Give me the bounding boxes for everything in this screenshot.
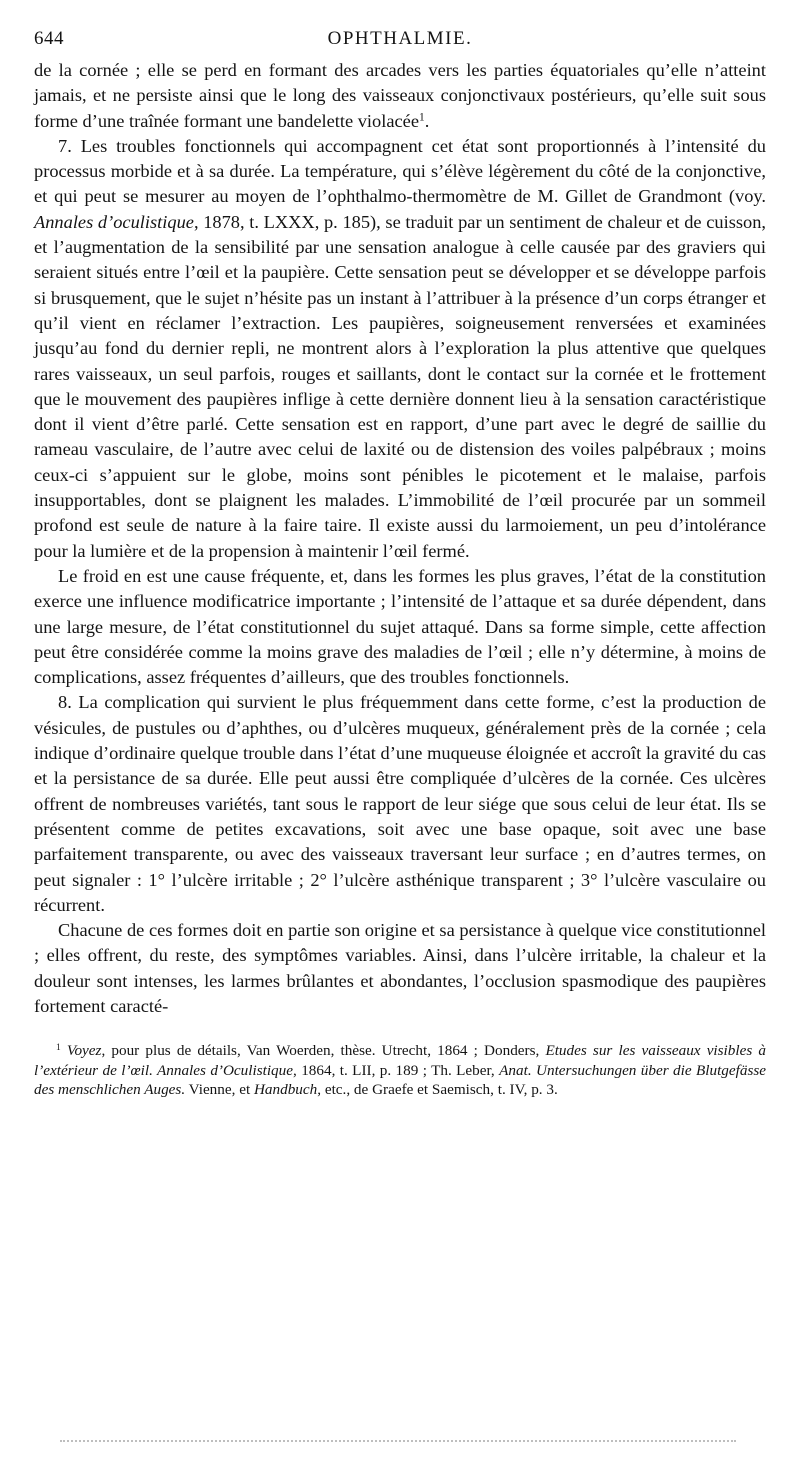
page-number: 644 [34, 28, 64, 49]
footnote-marker: 1 [419, 111, 425, 124]
paragraph [34, 564, 766, 690]
text-run: Le froid en est une cause fréquente, et, dans les formes les plus graves, l’état de la constitution exerce une influence modificatrice importante ; l’intensité de l’attaque et sa durée dépendent, dans une large mesure, de l’état constitutionnel du sujet attaqué. Dans sa forme simple, cette affection peut être considérée comme la moins grave des maladies de l’œil ; elle n’y détermine, à moins de complications, assez fréquentes d’ailleurs, que des troubles fonctionnels. [34, 565, 766, 688]
page [34, 28, 766, 1100]
footnote-marker: 1 [56, 1043, 61, 1054]
bottom-dotted-rule [60, 1440, 736, 1442]
paragraph [34, 918, 766, 1019]
text-run: de la cornée ; elle se perd en formant des arcades vers les parties équatoriales qu’elle n’atteint jamais, et ne persiste ainsi que le long des vaisseaux conjonctivaux postérieurs, qu’elle suit sous forme d’une traînée formant une bandelette violacée [34, 60, 766, 131]
footnotes [34, 1041, 766, 1100]
italic-text: Anat. Untersuchungen über die Blutgefässe des menschlichen Auges. [34, 1061, 767, 1099]
text-run: Vienne, et [185, 1081, 254, 1099]
body-text [34, 58, 766, 1019]
running-head [34, 28, 766, 58]
italic-text: Voyez [66, 1042, 102, 1060]
paragraph [34, 58, 766, 134]
text-run: , 1878, t. LXXX, p. 185), se traduit par un sentiment de chaleur et de cuisson, et l’augmentation de la sensibilité par une sensation analogue à celle causée par des graviers qui seraient situés entre l’œil et la paupière. Cette sensation peut se développer et se développe parfois si brusquement, que le sujet n’hésite pas un instant à l’attribuer à la présence d’un corps étranger et qu’il vient en réclamer l’extraction. Les paupières, soigneusement renversées et examinées jusqu’au fond du dernier repli, ne montrent alors à l’exploration la plus attentive que quelques rares vaisseaux, un seul parfois, rouges et saillants, dont le contact sur la cornée et le frottement que le mouvement des paupières inflige à cette dernière donnent lieu à la sensation caractéristique dont il vient d’être parlé. Cette sensation est en rapport, d’une part avec le degré de saillie du rameau vasculaire, de l’autre avec celui de laxité ou de distension des voiles palpébraux ; moins ceux-ci s’appuient sur le globe, moins sont pénibles le picotement et le malaise, parfois insupportables, dont se plaignent les malades. L’immobilité de l’œil procurée par un sommeil profond est seule de nature à la faire taire. Il existe aussi du larmoiement, un peu d’intolérance pour la lumière et de la propension à maintenir l’œil fermé. [34, 211, 767, 561]
text-run: . [424, 110, 430, 131]
text-run: Chacune de ces formes doit en partie son origine et sa persistance à quelque vice constitutionnel ; elles offrent, du reste, des symptômes variables. Ainsi, dans l’ulcère irritable, la chaleur et la douleur sont intenses, les larmes brûlantes et abondantes, l’occlusion spasmodique des paupières fortement caracté- [34, 920, 766, 1016]
text-run: 8. La complication qui survient le plus fréquemment dans cette forme, c’est la production de vésicules, de pustules ou d’aphthes, ou d’ulcères muqueux, généralement près de la cornée ; cela indique d’ordinaire quelque trouble dans l’état d’une muqueuse éloignée et accroît la gravité du cas et la persistance de sa durée. Elle peut aussi être compliquée d’ulcères de la cornée. Ces ulcères offrent de nombreuses variétés, tant sous le rapport de leur siége que sous celui de leur état. Ils se présentent comme de petites excavations, soit avec une base opaque, soit avec une base parfaitement transparente, ou avec des vaisseaux traversant leur surface ; en d’autres termes, on peut signaler : 1° l’ulcère irritable ; 2° l’ulcère asthénique transparent ; 3° l’ulcère vasculaire ou récurrent. [34, 692, 766, 915]
paragraph [34, 134, 766, 564]
text-run: 7. Les troubles fonctionnels qui accompagnent cet état sont proportionnés à l’intensité du processus morbide et à sa durée. La température, qui s’élève légèrement du côté de la conjonctive, et qui peut se mesurer au moyen de l’ophthalmo-thermomètre de M. Gillet de Grandmont (voy. [34, 135, 766, 207]
text-run: , 1864, t. LII, p. 189 ; Th. Leber, [293, 1061, 500, 1079]
italic-text: Handbuch [253, 1081, 318, 1099]
text-run: , etc., de Graefe et Saemisch, t. IV, p. 3. [317, 1081, 558, 1099]
paragraph [34, 690, 766, 918]
italic-text: Etudes sur les vaisseaux visibles à l’extérieur de l’œil. Annales d’Oculistique [34, 1042, 766, 1079]
italic-text: Annales d’oculistique [34, 211, 194, 232]
footnote [34, 1041, 766, 1100]
running-title: OPHTHALMIE. [327, 28, 473, 49]
text-run: , pour plus de détails, Van Woerden, thèse. Utrecht, 1864 ; Donders, [101, 1042, 546, 1060]
